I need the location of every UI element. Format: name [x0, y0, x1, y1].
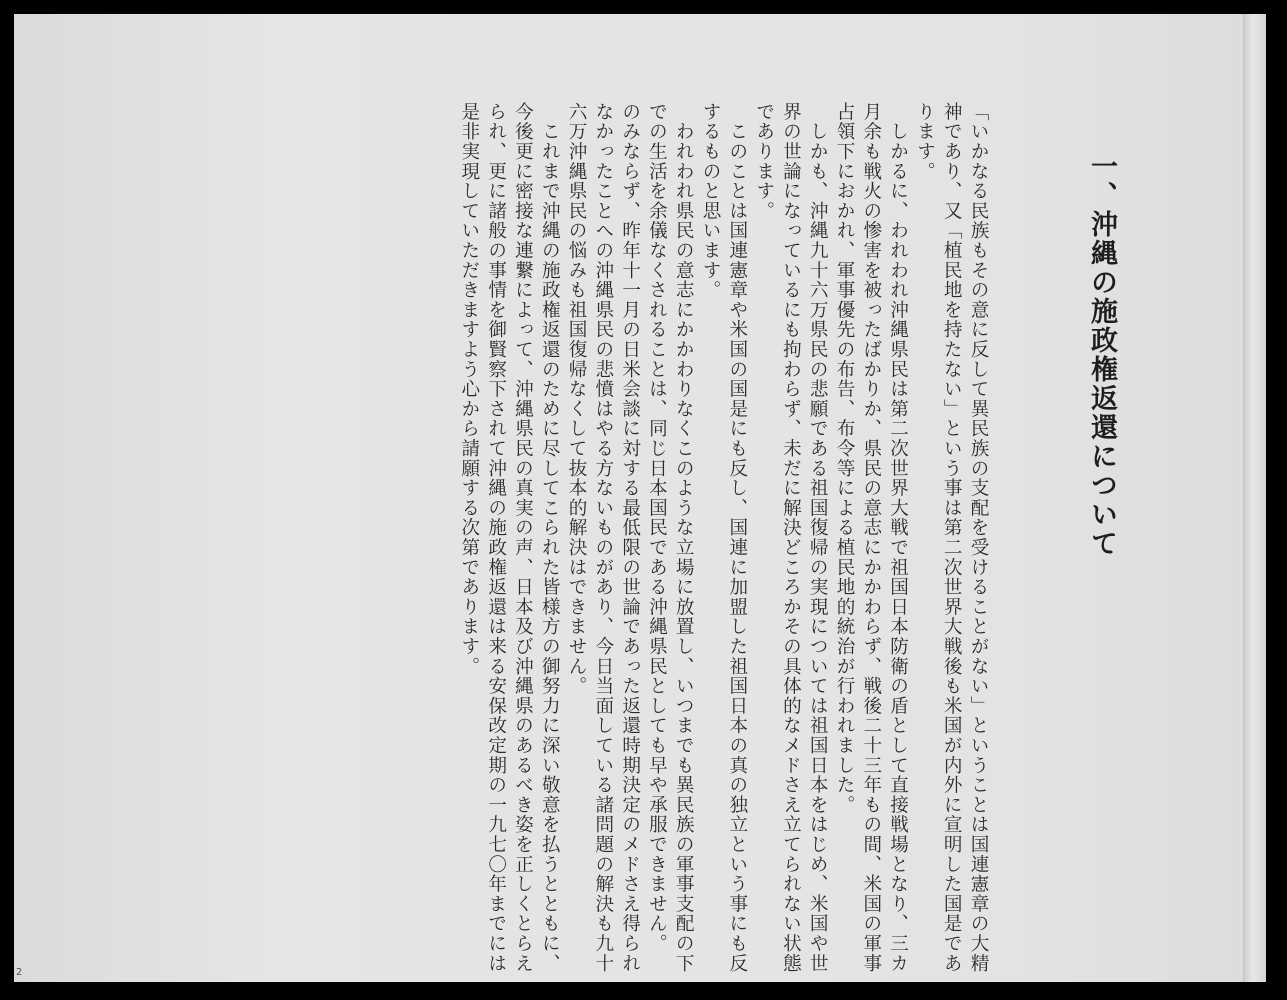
text-line: われわれ県民の意志にかかわりなくこのような立場に放置し、いつまでも異民族の軍事支配の下 [673, 102, 695, 974]
text-line: 六万沖縄県民の悩みも祖国復帰なくして抜本的解決はできません。 [566, 102, 588, 696]
section-heading: 一、沖縄の施政権返還について [1086, 152, 1117, 558]
text-line: しかるに、われわれ沖縄県民は第二次世界大戦で祖国日本防衛の盾として直接戦場となり、三カ [887, 102, 909, 974]
text-line: このことは国連憲章や米国の国是にも反し、国連に加盟した祖国日本の真の独立という事にも反 [726, 102, 748, 974]
page-edge [1243, 14, 1266, 982]
text-line: であります。 [753, 102, 775, 221]
text-line: のみならず、昨年十一月の日米会談に対する最低限の世論であった返還時期決定のメドさえ得られ [619, 102, 641, 974]
text-line: ります。 [914, 102, 936, 182]
text-line: 是非実現していただきますよう心から請願する次第であります。 [458, 102, 480, 677]
text-line: での生活を余儀なくされることは、同じ日本国民である沖縄県民としても早や承服できません。 [646, 102, 668, 954]
body-text [455, 102, 991, 974]
text-line: 「いかなる民族もその意に反して異民族の支配を受けることがない」ということは国連憲章の大精 [968, 102, 989, 974]
text-line: 神であり、又「植民地を持たない」という事は第二次世界大戦後も米国が内外に宣明した国是であ [941, 102, 963, 974]
text-line: これまで沖縄の施政権返還のために尽してこられた皆様方の御努力に深い敬意を払うとともに、 [539, 102, 561, 974]
text-line: 今後更に密接な連繋によって、沖縄県民の真実の声、日本及び沖縄県のあるべき姿を正しくとらえ [512, 102, 534, 974]
text-line: 占領下におかれ、軍事優先の布告、布令等による植民地的統治が行われました。 [834, 102, 856, 815]
text-line: するものと思います。 [700, 102, 722, 300]
text-line: しかも、沖縄九十六万県民の悲願である祖国復帰の実現については祖国日本をはじめ、米国や世 [807, 102, 829, 974]
text-line: 界の世論になっているにも拘わらず、未だに解決どころかその具体的なメドさえ立てられない状態 [780, 102, 802, 974]
page-number: 2 [16, 967, 23, 978]
text-line: られ、更に諸般の事情を御賢察下されて沖縄の施政権返還は来る安保改定期の一九七〇年までには [485, 102, 507, 974]
text-line: なかったことへの沖縄県民の悲憤はやる方ないものがあり、今日当面している諸問題の解決も九十 [592, 102, 614, 974]
text-line: 月余も戦火の惨害を被ったばかりか、県民の意志にかかわらず、戦後二十三年もの間、米国の軍事 [860, 102, 882, 974]
document-page [14, 14, 1266, 982]
